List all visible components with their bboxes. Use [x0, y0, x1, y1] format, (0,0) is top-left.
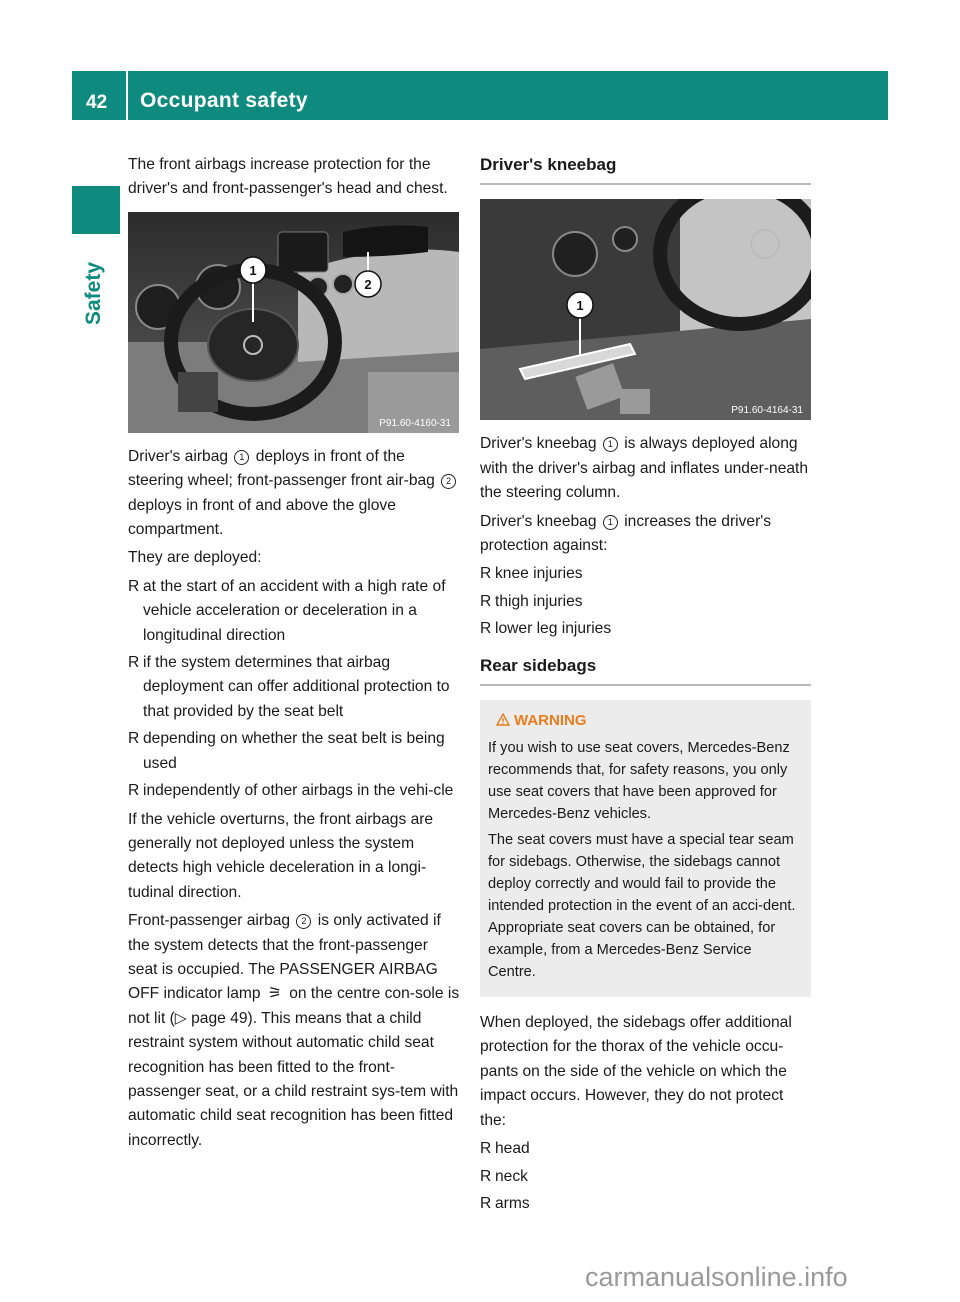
warning-paragraph-2: The seat covers must have a special tear seam for sidebags. Otherwise, the sidebags cannot deploy correctly and would fail to provide the intended protection in the event of an acci-dent. Appropriate seat covers can be obtained, for example, from a Mercedes-Benz Service Centre. — [488, 832, 796, 981]
list-item: R knee injuries — [480, 565, 583, 583]
left-column — [128, 153, 460, 1157]
callout-1-label: 1 — [249, 262, 257, 278]
sidebags-paragraph: When deployed, the sidebags offer additional protection for the thorax of the vehicle occu-pants on the side of the vehicle on which the impact occurs. However, they do not protect the: — [480, 1014, 792, 1129]
warning-header — [488, 710, 802, 732]
side-tab-label: Safety — [82, 261, 105, 325]
warning-box — [480, 700, 811, 997]
front-airbags-photo — [128, 212, 459, 433]
deployed-intro: They are deployed: — [128, 549, 262, 567]
list-item: R independently of other airbags in the vehi-cle — [128, 782, 454, 800]
header-separator — [126, 71, 128, 120]
page-ref-arrow-icon: ▷ — [174, 1009, 187, 1027]
list-item: R if the system determines that airbag deployment can offer additional protection to that provided by the seat belt — [128, 654, 450, 720]
warning-paragraph-1: If you wish to use seat covers, Mercedes-Benz recommends that, for safety reasons, you only use seat covers that have been approved for Mercedes-Benz vehicles. — [488, 740, 790, 823]
kneebag-paragraph-2: Driver's kneebag 1 increases the driver's protection against: — [480, 512, 772, 555]
list-item: R head — [480, 1140, 530, 1158]
photo-code: P91.60-4164-31 — [731, 405, 803, 417]
front-passenger-paragraph: Front-passenger airbag 2 is only activated if the system detects that the front-passenger seat is occupied. The PASSENGER AIRBAG OFF indicator lamp ⚞ on the centre con-sole is not lit (▷ page 49). This means that a child restraint system without automatic child seat recognition has been fitted to the front-passenger seat, or a child restraint sys-tem with automatic child seat recognition has been fitted incorrectly. — [128, 912, 460, 1149]
callout-1-ref: 1 — [234, 450, 249, 465]
right-column — [480, 153, 811, 1220]
callout-2-ref: 2 — [296, 914, 311, 929]
passenger-airbag-off-icon: ⚞ — [267, 985, 282, 1003]
page-reference-link[interactable]: page 49). This means that a child restraint system without automatic child seat recognition has been fitted to the front-passenger seat, or a child restraint sys-tem with automatic child seat recognition has been fitted incorrectly. — [128, 1009, 459, 1149]
callout-2-ref: 2 — [441, 474, 456, 489]
sidebags-heading: Rear sidebags — [480, 654, 811, 686]
photo-code: P91.60-4160-31 — [379, 417, 451, 429]
callout-1-ref: 1 — [603, 515, 618, 530]
driver-airbag-paragraph: Driver's airbag 1 deploys in front of the steering wheel; front-passenger front air-bag 2 deploys in front of and above the glove compartment. — [128, 445, 460, 543]
kneebag-paragraph-1: Driver's kneebag 1 is always deployed along with the driver's airbag and inflates under-neath the steering column. — [480, 435, 809, 502]
warning-triangle-icon — [496, 713, 510, 726]
overturn-paragraph: If the vehicle overturns, the front airbags are generally not deployed unless the system detects high vehicle deceleration in a longi-tudinal direction. — [128, 810, 434, 901]
sidebags-exclusion-list — [480, 1137, 811, 1216]
kneebag-heading: Driver's kneebag — [480, 153, 811, 185]
list-item: R thigh injuries — [480, 592, 583, 610]
side-tab-marker — [72, 186, 120, 234]
list-item: R depending on whether the seat belt is being used — [128, 730, 445, 772]
intro-paragraph: The front airbags increase protection for the driver's and front-passenger's head and chest. — [128, 156, 448, 198]
list-item: R at the start of an accident with a high rate of vehicle acceleration or deceleration in a longitudinal direction — [128, 577, 446, 644]
kneebag-protection-list — [480, 562, 811, 641]
list-item: R lower leg injuries — [480, 620, 612, 638]
list-item: R arms — [480, 1194, 530, 1212]
page-number: 42 — [86, 92, 108, 113]
callout-2-label: 2 — [364, 276, 372, 292]
footer-watermark: carmanualsonline.info — [585, 1262, 848, 1292]
page-title: Occupant safety — [140, 89, 308, 112]
list-item: R neck — [480, 1167, 528, 1185]
kneebag-photo — [480, 199, 811, 420]
callout-1-ref: 1 — [603, 437, 618, 452]
warning-label: WARNING — [514, 712, 587, 730]
deployment-conditions-list — [128, 575, 460, 804]
callout-1-label: 1 — [576, 298, 584, 314]
